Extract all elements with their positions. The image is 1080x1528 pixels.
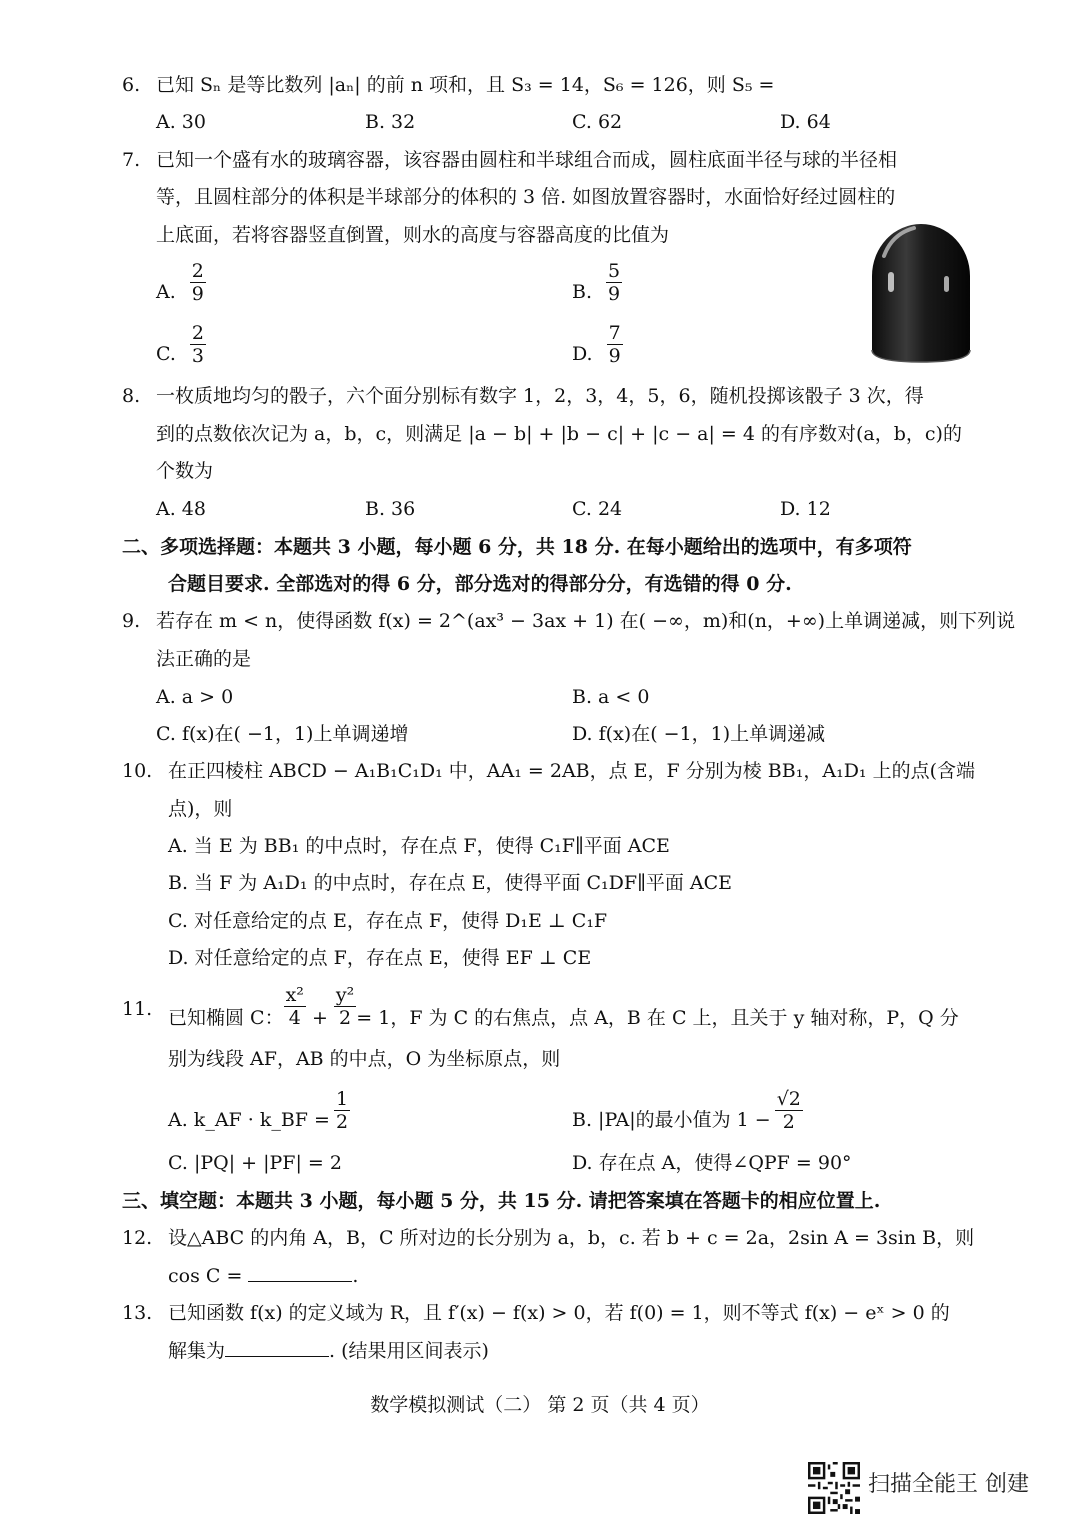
q13-answer-blank[interactable] <box>225 1338 329 1357</box>
question-7-line-1: 已知一个盛有水的玻璃容器，该容器由圆柱和半球组合而成，圆柱底面半径与球的半径相 <box>156 149 898 171</box>
question-12-line-1: 设△ABC 的内角 A，B，C 所对边的长分别为 a，b，c. 若 b + c = 2a，2sin A = 3sin B，则 <box>168 1227 975 1249</box>
question-10-line-1: 在正四棱柱 ABCD − A₁B₁C₁D₁ 中，AA₁ = 2AB，点 E，F 分别为棱 BB₁，A₁D₁ 上的点(含端 <box>168 760 975 782</box>
q9-option-c: C. f(x)在( −1，1)上单调递增 <box>156 723 409 745</box>
q7-option-b-label: B. <box>572 280 593 303</box>
question-8-line-1: 一枚质地均匀的骰子，六个面分别标有数字 1，2，3，4，5，6，随机投掷该骰子 3 次，得 <box>156 385 924 407</box>
question-6-number: 6. <box>122 74 141 96</box>
q11-y-fraction: $\frac{\text{y²}}{2}$ <box>335 984 355 1029</box>
q8-option-b: B. 36 <box>365 498 416 520</box>
q7-option-c <box>156 322 206 367</box>
q7-option-d-fraction: $\frac{7}{9}$ <box>608 322 621 367</box>
question-13-line-2 <box>168 1338 489 1364</box>
q7-option-a-label: A. <box>156 280 176 303</box>
question-8-line-3: 个数为 <box>156 460 214 482</box>
q11-option-b-text: B. |PA|的最小值为 1 − <box>572 1108 771 1131</box>
q9-option-a: A. a > 0 <box>156 686 234 708</box>
q11-intro: 已知椭圆 C： <box>168 1006 284 1029</box>
question-13-line-1: 已知函数 f(x) 的定义域为 R，且 f′(x) − f(x) > 0，若 f(0) = 1，则不等式 f(x) − eˣ > 0 的 <box>168 1302 950 1324</box>
question-9-number: 9. <box>122 610 141 632</box>
q12-period: . <box>352 1265 359 1287</box>
question-7-number: 7. <box>122 149 141 171</box>
q11-option-b <box>572 1088 803 1133</box>
q6-option-b: B. 32 <box>365 111 416 133</box>
question-12-number: 12. <box>122 1227 153 1249</box>
page-footer: 数学模拟测试（二） 第 2 页（共 4 页） <box>370 1394 710 1416</box>
q7-option-d-label: D. <box>572 342 593 365</box>
question-8-number: 8. <box>122 385 141 407</box>
q7-option-b-fraction: $\frac{5}{9}$ <box>608 260 621 305</box>
q7-option-b <box>572 260 622 305</box>
q13-hint: . (结果用区间表示) <box>329 1340 489 1362</box>
q10-option-d: D. 对任意给定的点 F，存在点 E，使得 EF ⊥ CE <box>168 947 592 969</box>
q6-option-a: A. 30 <box>156 111 206 133</box>
q7-option-d <box>572 322 623 367</box>
q10-option-c: C. 对任意给定的点 E，存在点 F，使得 D₁E ⊥ C₁F <box>168 910 608 932</box>
q11-rest: = 1，F 为 C 的右焦点，点 A，B 在 C 上，且关于 y 轴对称，P，Q 分 <box>356 1006 959 1029</box>
q9-option-d: D. f(x)在( −1，1)上单调递减 <box>572 723 826 745</box>
question-12-line-2 <box>168 1263 358 1289</box>
q11-option-a-text: A. k_AF · k_BF = <box>168 1108 330 1131</box>
question-8-line-2: 到的点数依次记为 a，b，c，则满足 |a − b| + |b − c| + |c − a| = 4 的有序数对(a，b，c)的 <box>156 423 962 445</box>
question-7-line-2: 等，且圆柱部分的体积是半球部分的体积的 3 倍. 如图放置容器时，水面恰好经过圆柱的 <box>156 186 896 208</box>
q7-option-c-label: C. <box>156 342 176 365</box>
question-6-stem: 已知 Sₙ 是等比数列 |aₙ| 的前 n 项和，且 S₃ = 14，S₆ = 126，则 S₅ = <box>156 74 775 96</box>
q12-answer-blank[interactable] <box>248 1263 352 1282</box>
question-9-line-1: 若存在 m < n，使得函数 f(x) = 2^(ax³ − 3ax + 1) 在( −∞，m)和(n，+∞)上单调递减，则下列说 <box>156 610 1016 632</box>
q8-option-d: D. 12 <box>780 498 831 520</box>
q8-option-a: A. 48 <box>156 498 206 520</box>
q9-option-b: B. a < 0 <box>572 686 650 708</box>
q11-option-c: C. |PQ| + |PF| = 2 <box>168 1152 342 1174</box>
q6-option-d: D. 64 <box>780 111 831 133</box>
section-3-heading: 三、填空题：本题共 3 小题，每小题 5 分，共 15 分. 请把答案填在答题卡的相应位置上. <box>122 1190 881 1212</box>
question-11-line-2: 别为线段 AF，AB 的中点，O 为坐标原点，则 <box>168 1048 561 1070</box>
qr-code-icon <box>808 1462 860 1514</box>
question-7-line-3: 上底面，若将容器竖直倒置，则水的高度与容器高度的比值为 <box>156 224 670 246</box>
q13-solution-label: 解集为 <box>168 1340 226 1362</box>
question-11-line-1 <box>168 984 959 1029</box>
q10-option-a: A. 当 E 为 BB₁ 的中点时，存在点 F，使得 C₁F∥平面 ACE <box>168 835 670 857</box>
question-11-number: 11. <box>122 998 153 1020</box>
section-2-heading-line-2: 合题目要求. 全部选对的得 6 分，部分选对的得部分分，有选错的得 0 分. <box>168 573 792 595</box>
section-2-heading: 二、多项选择题：本题共 3 小题，每小题 6 分，共 18 分. 在每小题给出的选项中，有多项符 <box>122 536 912 558</box>
q11-option-a <box>168 1088 350 1133</box>
q11-option-b-fraction: $\frac{√2}{2}$ <box>776 1088 801 1133</box>
q12-cos-label: cos C = <box>168 1265 243 1287</box>
q10-option-b: B. 当 F 为 A₁D₁ 的中点时，存在点 E，使得平面 C₁DF∥平面 ACE <box>168 872 733 894</box>
question-9-line-2: 法正确的是 <box>156 648 252 670</box>
q11-x-fraction: $\frac{\text{x²}}{4}$ <box>285 984 304 1029</box>
q8-option-c: C. 24 <box>572 498 623 520</box>
q11-option-d: D. 存在点 A，使得∠QPF = 90° <box>572 1152 852 1174</box>
q6-option-c: C. 62 <box>572 111 623 133</box>
question-10-number: 10. <box>122 760 153 782</box>
q7-option-c-fraction: $\frac{2}{3}$ <box>191 322 204 367</box>
question-13-number: 13. <box>122 1302 153 1324</box>
q11-option-a-fraction: $\frac{1}{2}$ <box>335 1088 349 1133</box>
q7-option-a-fraction: $\frac{2}{9}$ <box>191 260 204 305</box>
question-10-line-2: 点)，则 <box>168 798 233 820</box>
q11-plus: + <box>305 1006 334 1029</box>
q7-option-a <box>156 260 206 305</box>
scanner-watermark: 扫描全能王 创建 <box>868 1472 1029 1497</box>
container-illustration <box>868 216 974 364</box>
